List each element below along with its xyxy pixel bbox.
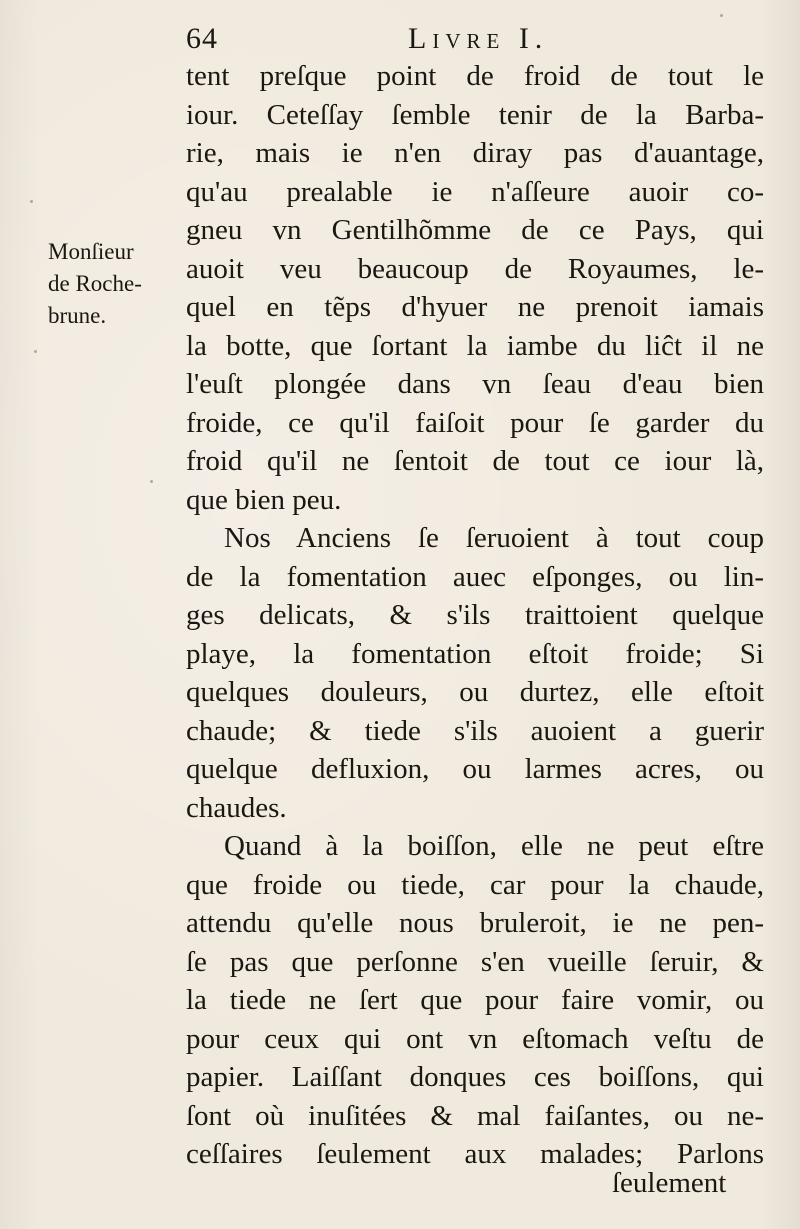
text-line: ſe pas que perſonne s'en vueille ſeruir, &	[186, 945, 764, 978]
text-line: pour ceux qui ont vn eſtomach veſtu de	[186, 1022, 764, 1055]
text-line: ceſſaires ſeulement aux malades; Parlons	[186, 1138, 764, 1170]
ink-speck	[720, 14, 723, 17]
text-line: quel en tẽps d'hyuer ne prenoit iamais	[186, 291, 764, 323]
ink-speck	[30, 200, 33, 203]
text-line: que froide ou tiede, car pour la chaude,	[186, 868, 764, 901]
marginal-note	[48, 236, 178, 332]
text-line: auoit veu beaucoup de Royaumes, le-	[186, 252, 764, 285]
text-line: papier. Laiſſant donques ces boiſſons, qui	[186, 1061, 764, 1093]
text-line: que bien peu.	[186, 483, 342, 516]
text-line: de la fomentation auec eſponges, ou lin-	[186, 560, 764, 593]
text-line: l'euſt plongée dans vn ſeau d'eau bien	[186, 368, 764, 400]
text-line: la tiede ne ſert que pour faire vomir, ou	[186, 984, 764, 1016]
text-line: froid qu'il ne ſentoit de tout ce iour là,	[186, 445, 764, 477]
text-line: qu'au prealable ie n'aſſeure auoir co-	[186, 175, 764, 208]
text-line: quelque defluxion, ou larmes acres, ou	[186, 753, 764, 785]
text-line: attendu qu'elle nous bruleroit, ie ne pen-	[186, 907, 764, 939]
text-line: ges delicats, & s'ils traittoient quelque	[186, 599, 764, 631]
body-text	[186, 57, 764, 1174]
paragraph-start-line: Nos Anciens ſe ſeruoient à tout coup	[224, 522, 764, 554]
running-head: Livre I.	[408, 22, 549, 55]
text-line: tent preſque point de froid de tout le	[186, 60, 764, 92]
text-line: iour. Ceteſſay ſemble tenir de la Barba-	[186, 98, 764, 131]
text-line: chaudes.	[186, 791, 287, 824]
catchword: ſeulement	[612, 1167, 727, 1199]
text-line: quelques douleurs, ou durtez, elle eſtoit	[186, 676, 764, 708]
marginal-note-line: brune.	[48, 303, 107, 328]
marginal-note-line: de Roche-	[48, 271, 142, 296]
ink-speck	[150, 480, 153, 483]
marginal-note-line: Monſieur	[48, 239, 134, 264]
page-header	[186, 22, 766, 58]
text-line: la botte, que ſortant la iambe du liĉt il ne	[186, 329, 764, 362]
text-line: ſont où inuſitées & mal faiſantes, ou ne-	[186, 1099, 764, 1132]
text-line: gneu vn Gentilhõmme de ce Pays, qui	[186, 214, 764, 246]
text-line: chaude; & tiede s'ils auoient a guerir	[186, 714, 764, 747]
text-line: froide, ce qu'il faiſoit pour ſe garder du	[186, 406, 764, 439]
text-line: playe, la fomentation eſtoit froide; Si	[186, 637, 764, 670]
paragraph-start-line: Quand à la boiſſon, elle ne peut eſtre	[224, 830, 764, 862]
text-line: rie, mais ie n'en diray pas d'auantage,	[186, 137, 764, 169]
ink-speck	[34, 350, 37, 353]
page-number: 64	[186, 22, 218, 55]
